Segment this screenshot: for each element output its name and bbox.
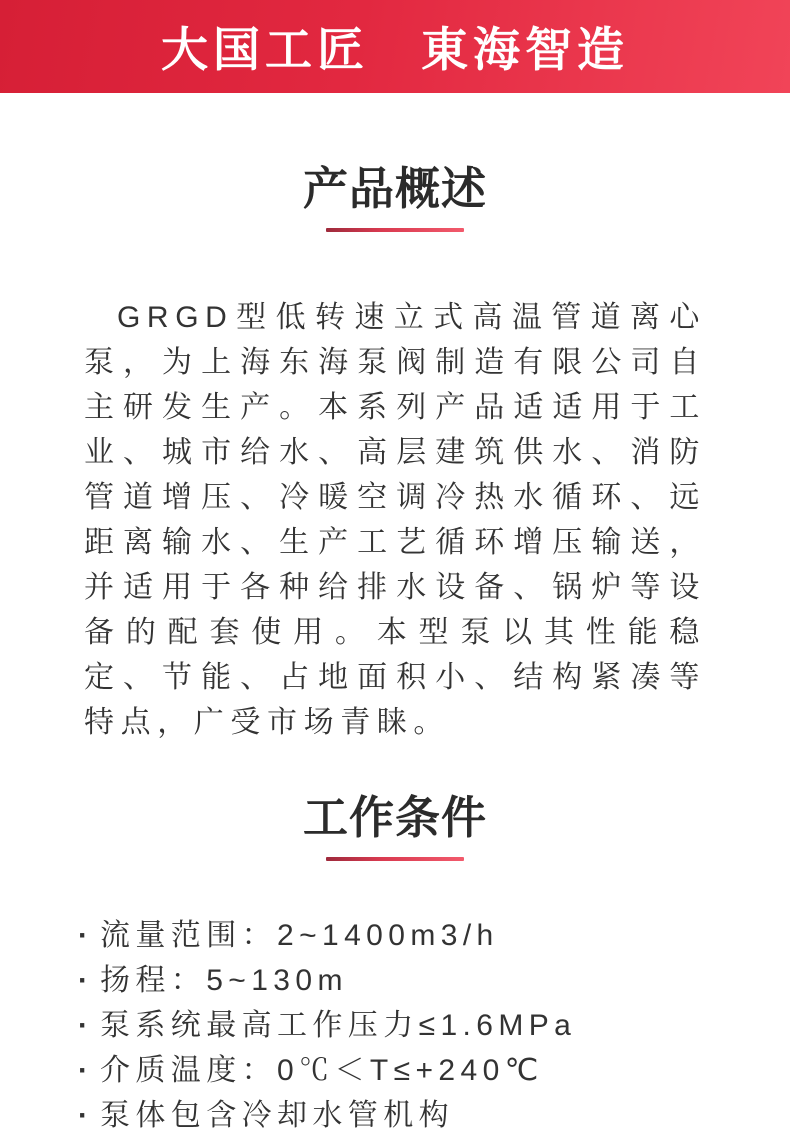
condition-head-range: 扬程：5~130m: [100, 964, 348, 997]
working-conditions-heading-underline: [326, 857, 464, 861]
condition-max-pressure: 泵系统最高工作压力≤1.6MPa: [100, 1009, 577, 1042]
condition-medium-temperature: 介质温度：0℃＜T≤+240℃: [100, 1054, 544, 1087]
list-item: [78, 1003, 730, 1048]
list-item: [78, 958, 730, 1003]
banner-slogan: 大国工匠 東海智造: [161, 23, 629, 76]
condition-cooling-pipe: 泵体包含冷却水管机构: [100, 1099, 454, 1132]
bullet-icon: ·: [78, 1099, 94, 1132]
bullet-icon: ·: [78, 919, 94, 952]
bullet-icon: ·: [78, 1054, 94, 1087]
bullet-icon: ·: [78, 1009, 94, 1042]
bullet-icon: ·: [78, 964, 94, 997]
overview-heading-underline: [326, 228, 464, 232]
overview-section-heading: 产品概述: [302, 163, 487, 214]
working-conditions-list: [78, 913, 730, 1133]
list-item: [78, 1048, 730, 1093]
working-conditions-section-heading: 工作条件: [302, 792, 487, 843]
list-item: [78, 913, 730, 958]
overview-paragraph: GRGD型低转速立式高温管道离心泵，为上海东海泵阀制造有限公司自主研发生产。本系列产品适适用于工业、城市给水、高层建筑供水、消防管道增压、冷暖空调冷热水循环、远距离输水、生产工艺循环增压输送，并适用于各种给排水设备、锅炉等设备的配套使用。本型泵以其性能稳定、节能、占地面积小、结构紧凑等特点，广受市场青睐。: [84, 301, 706, 739]
list-item: [78, 1093, 730, 1133]
condition-flow-range: 流量范围：2~1400m3/h: [100, 919, 499, 952]
top-banner: [0, 0, 790, 93]
